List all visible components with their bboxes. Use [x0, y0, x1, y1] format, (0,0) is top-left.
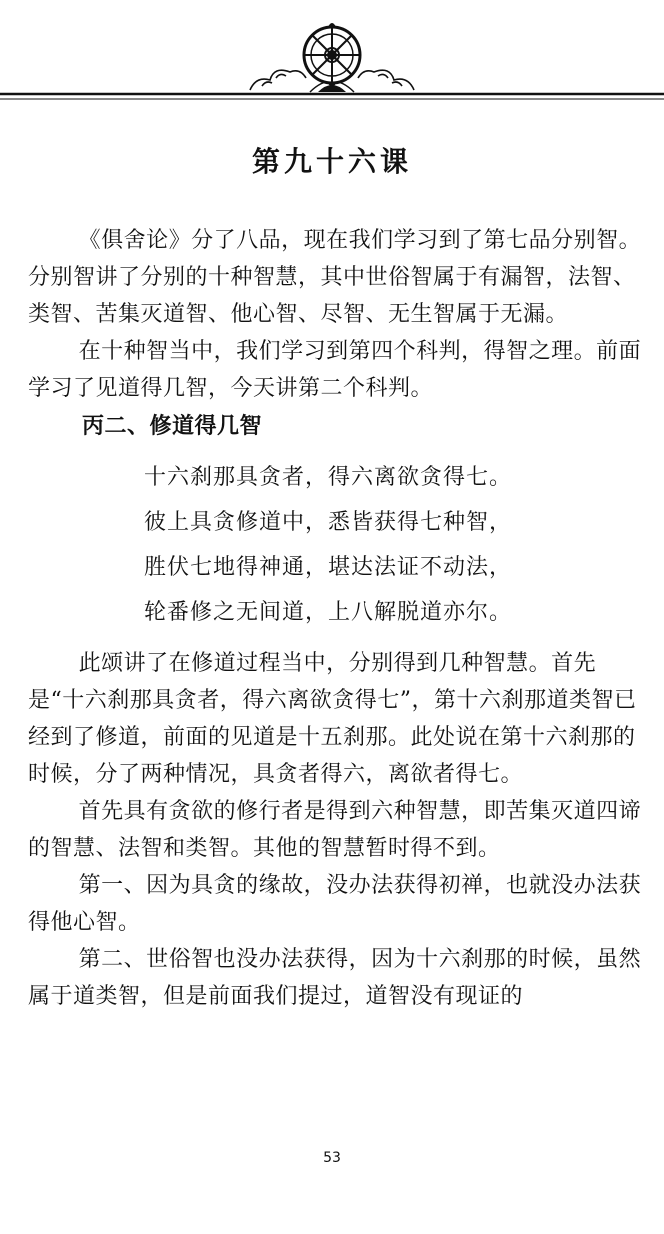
paragraph: 在十种智当中，我们学习到第四个科判，得智之理。前面学习了见道得几智，今天讲第二个科判。 [28, 339, 642, 401]
paragraph: 此颂讲了在修道过程当中，分别得到几种智慧。首先是“十六刹那具贪者，得六离欲贪得七”，第十六刹那道类智已经到了修道，前面的见道是十五刹那。此处说在第十六刹那的时候，分了两种情况，具贪者得六，离欲者得七。 [28, 651, 637, 787]
paragraph: 首先具有贪欲的修行者是得到六种智慧，即苦集灭道四谛的智慧、法智和类智。其他的智慧暂时得不到。 [28, 799, 642, 861]
cloud-right-icon [358, 70, 414, 90]
section-heading: 丙二、修道得几智 [82, 414, 263, 439]
verse-line: 彼上具贪修道中，悉皆获得七种智， [144, 510, 513, 535]
verse-line: 十六刹那具贪者，得六离欲贪得七。 [144, 465, 513, 490]
paragraph: 第一、因为具贪的缘故，没办法获得初禅，也就没办法获得他心智。 [28, 873, 642, 935]
lesson-title: 第九十六课 [251, 145, 412, 178]
cloud-left-icon [250, 70, 306, 90]
paragraph: 《俱舍论》分了八品，现在我们学习到了第七品分别智。分别智讲了分别的十种智慧，其中世俗智属于有漏智，法智、类智、苦集灭道智、他心智、尽智、无生智属于无漏。 [28, 228, 642, 327]
header-ornament [0, 0, 664, 110]
page-number: 53 [323, 1150, 341, 1166]
verse-block [28, 455, 642, 635]
paragraph: 第二、世俗智也没办法获得，因为十六刹那的时候，虽然属于道类智，但是前面我们提过，道智没有现证的 [28, 947, 642, 1009]
verse-line: 胜伏七地得神通，堪达法证不动法， [144, 555, 513, 580]
body-text [28, 222, 642, 1015]
dharma-wheel-icon [304, 23, 360, 92]
verse-line: 轮番修之无间道，上八解脱道亦尔。 [144, 600, 513, 625]
